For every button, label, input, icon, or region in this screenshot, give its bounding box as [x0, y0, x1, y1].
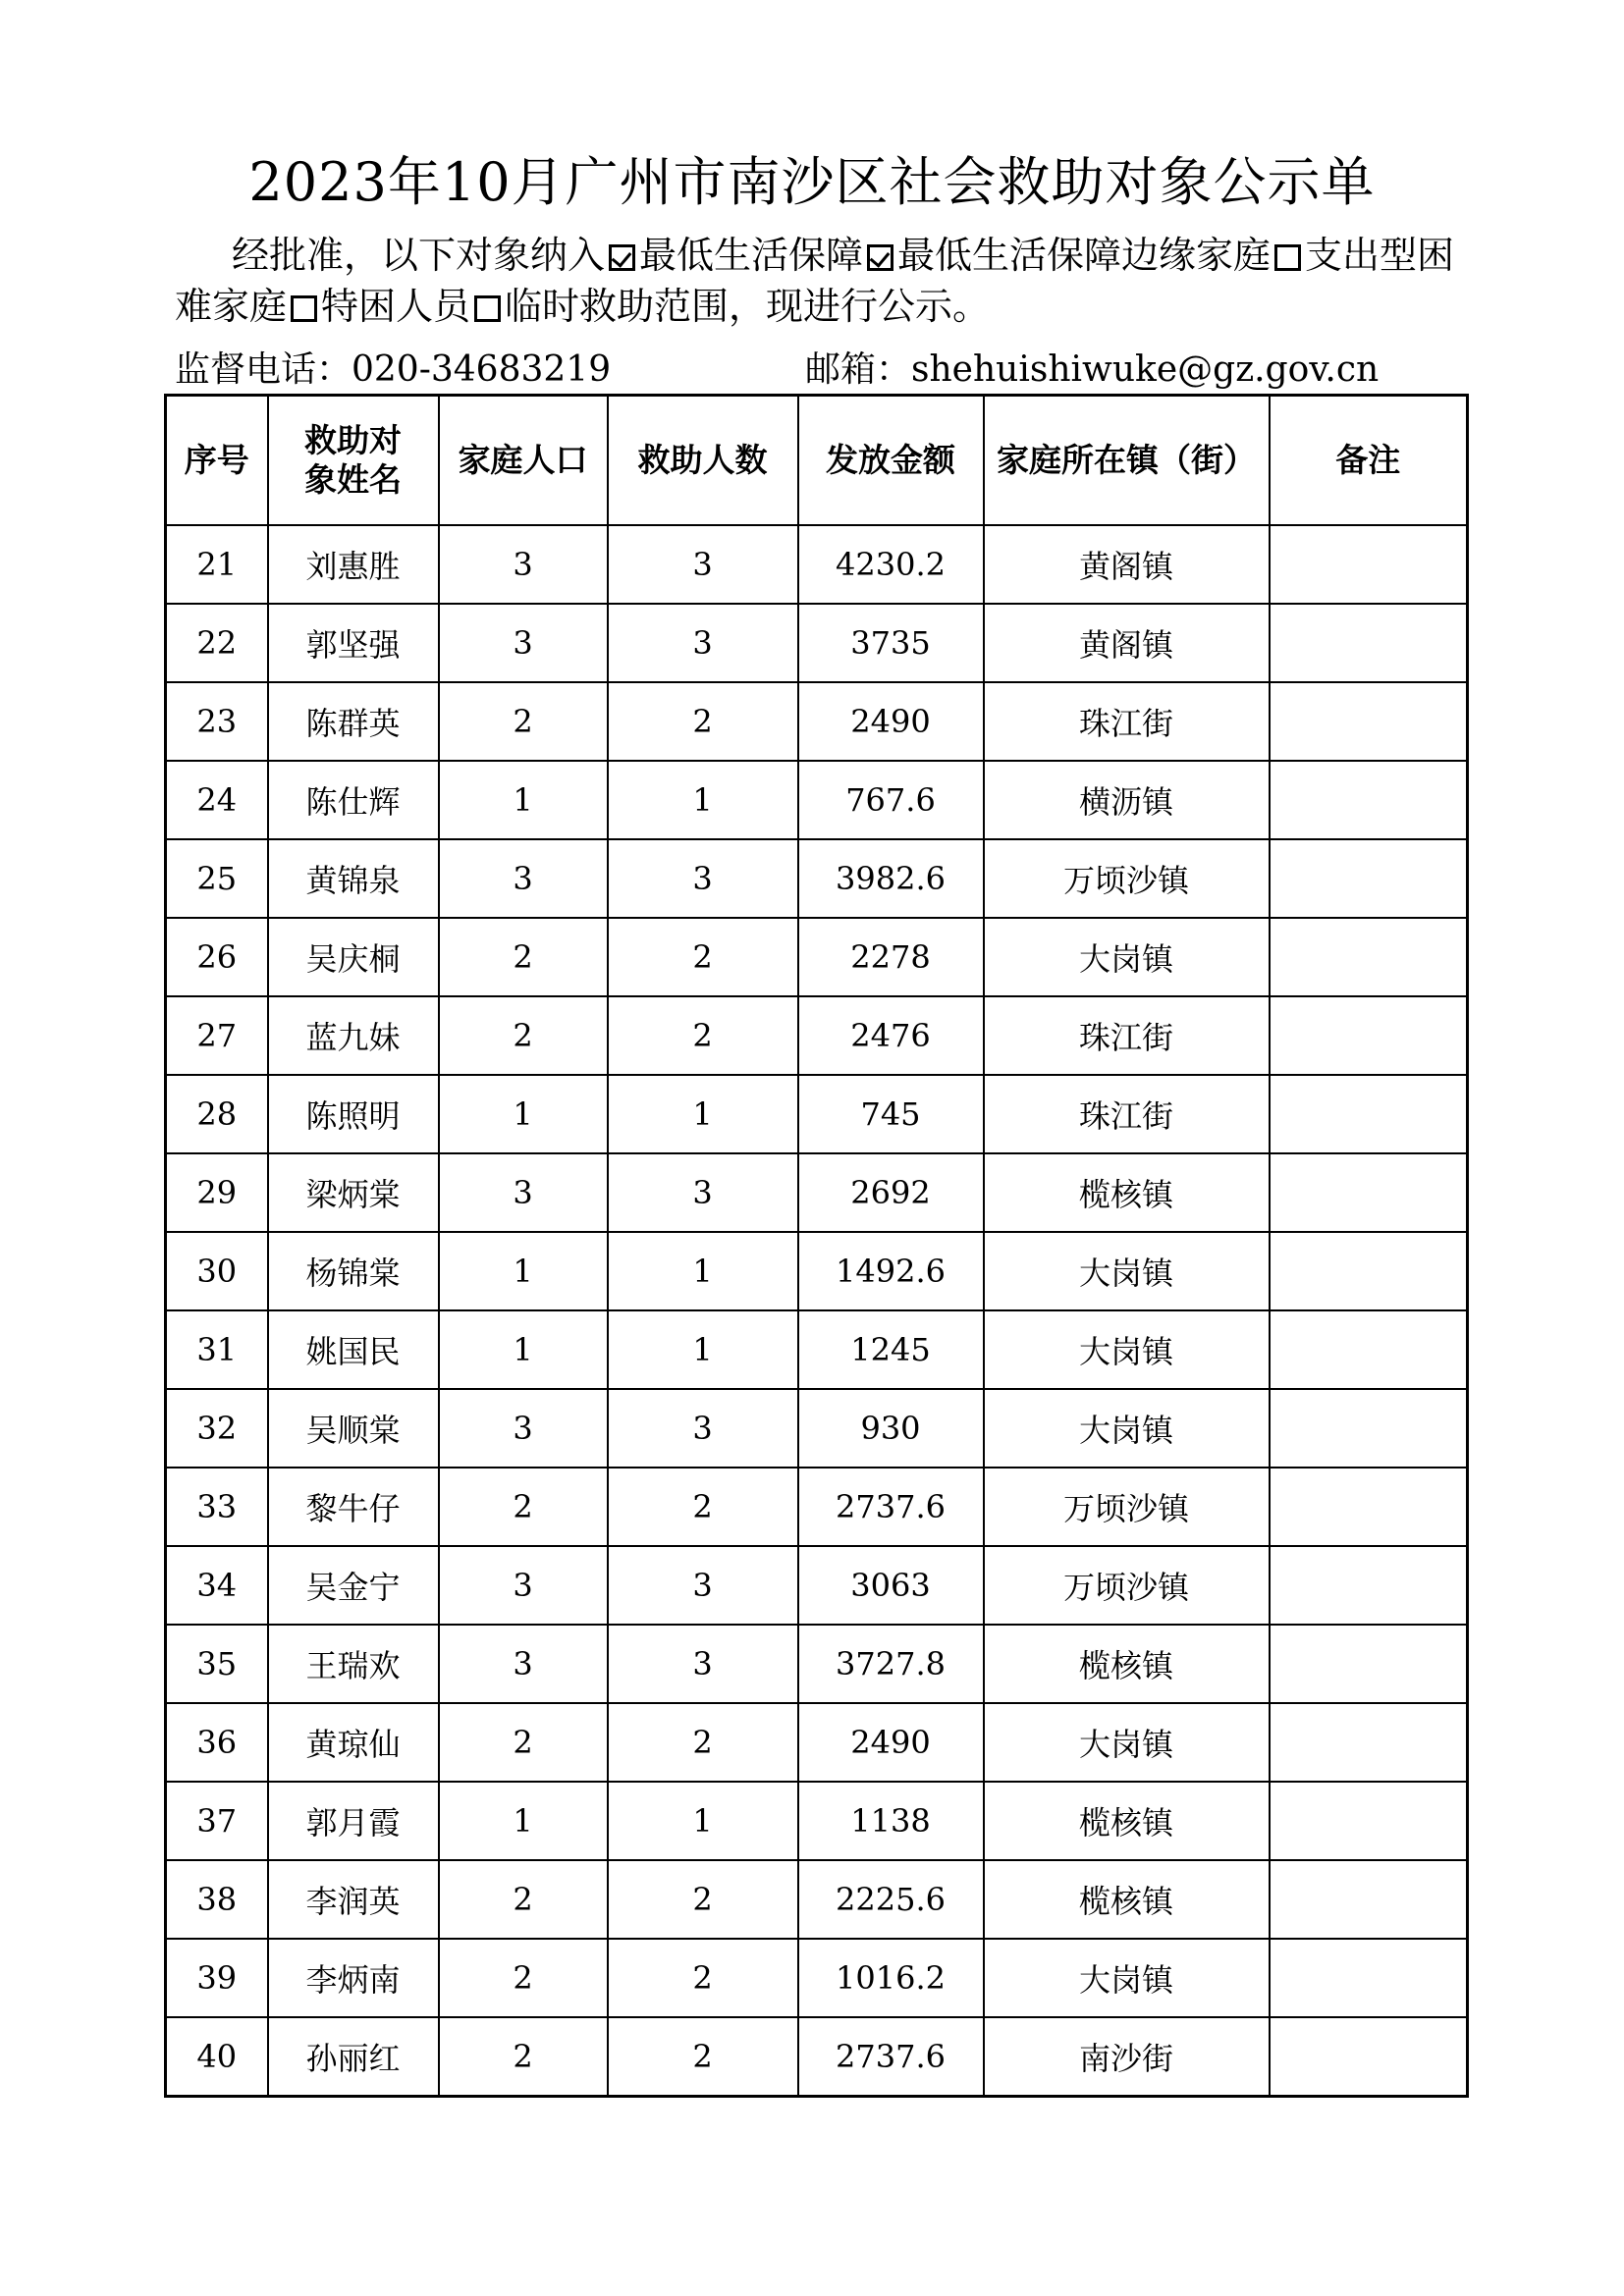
- cell-remarks: [1270, 1782, 1468, 1860]
- cell-town: 榄核镇: [984, 1625, 1270, 1703]
- intro-suffix: 范围，现进行公示。: [654, 285, 991, 328]
- table-row: [166, 996, 1468, 1075]
- table-row: [166, 918, 1468, 996]
- cell-name: 陈群英: [268, 682, 439, 761]
- contact-line: [175, 346, 1481, 395]
- cell-remarks: [1270, 1310, 1468, 1389]
- cell-name: 蓝九妹: [268, 996, 439, 1075]
- cell-amount: 745: [798, 1075, 984, 1153]
- table-row: [166, 1075, 1468, 1153]
- cell-remarks: [1270, 604, 1468, 682]
- cell-amount: 1016.2: [798, 1939, 984, 2017]
- checkbox-0-icon: [609, 244, 635, 271]
- cell-household-size: 2: [439, 996, 608, 1075]
- cell-remarks: [1270, 1546, 1468, 1625]
- table-row: [166, 1782, 1468, 1860]
- cell-household-size: 3: [439, 1153, 608, 1232]
- cell-amount: 2476: [798, 996, 984, 1075]
- cell-index: 31: [166, 1310, 268, 1389]
- cell-index: 23: [166, 682, 268, 761]
- table-row: [166, 2017, 1468, 2097]
- cell-index: 35: [166, 1625, 268, 1703]
- cell-amount: 2737.6: [798, 2017, 984, 2097]
- cell-name: 姚国民: [268, 1310, 439, 1389]
- cell-index: 25: [166, 839, 268, 918]
- cell-remarks: [1270, 1703, 1468, 1782]
- supervision-phone: 监督电话：020-34683219: [175, 349, 612, 390]
- cell-index: 38: [166, 1860, 268, 1939]
- cell-name: 黄锦泉: [268, 839, 439, 918]
- cell-aided-count: 2: [608, 1468, 798, 1546]
- header-index: 序号: [166, 396, 268, 526]
- cell-remarks: [1270, 918, 1468, 996]
- cell-town: 大岗镇: [984, 1310, 1270, 1389]
- cell-aided-count: 3: [608, 1546, 798, 1625]
- contact-email: 邮箱：shehuishiwuke@gz.gov.cn: [805, 349, 1380, 390]
- cell-amount: 2692: [798, 1153, 984, 1232]
- header-town: 家庭所在镇（街）: [984, 396, 1270, 526]
- checkbox-4-icon: [474, 295, 501, 322]
- cell-index: 39: [166, 1939, 268, 2017]
- cell-aided-count: 2: [608, 682, 798, 761]
- cell-aided-count: 3: [608, 1153, 798, 1232]
- option-label-4: 临时救助: [505, 285, 655, 328]
- header-aided-count: 救助人数: [608, 396, 798, 526]
- table-row: [166, 1232, 1468, 1310]
- table-row: [166, 604, 1468, 682]
- cell-remarks: [1270, 1860, 1468, 1939]
- table-row: [166, 1546, 1468, 1625]
- cell-name: 李炳南: [268, 1939, 439, 2017]
- checkbox-1-icon: [867, 244, 893, 271]
- table-row: [166, 1703, 1468, 1782]
- cell-remarks: [1270, 1153, 1468, 1232]
- cell-name: 黄琼仙: [268, 1703, 439, 1782]
- cell-index: 26: [166, 918, 268, 996]
- cell-amount: 767.6: [798, 761, 984, 839]
- cell-remarks: [1270, 525, 1468, 604]
- cell-household-size: 2: [439, 1939, 608, 2017]
- cell-aided-count: 1: [608, 1310, 798, 1389]
- cell-index: 34: [166, 1546, 268, 1625]
- table-row: [166, 839, 1468, 918]
- option-label-0: 最低生活保障: [639, 234, 864, 277]
- cell-aided-count: 3: [608, 1625, 798, 1703]
- cell-name: 吴庆桐: [268, 918, 439, 996]
- cell-remarks: [1270, 839, 1468, 918]
- cell-town: 横沥镇: [984, 761, 1270, 839]
- cell-name: 吴金宁: [268, 1546, 439, 1625]
- table-row: [166, 1468, 1468, 1546]
- cell-amount: 3727.8: [798, 1625, 984, 1703]
- cell-amount: 930: [798, 1389, 984, 1468]
- cell-town: 榄核镇: [984, 1153, 1270, 1232]
- cell-town: 南沙街: [984, 2017, 1270, 2097]
- cell-name: 王瑞欢: [268, 1625, 439, 1703]
- cell-index: 40: [166, 2017, 268, 2097]
- cell-amount: 2225.6: [798, 1860, 984, 1939]
- option-label-2: 支出型困难家庭: [175, 234, 1455, 328]
- page-title: 2023年10月广州市南沙区社会救助对象公示单: [248, 151, 1376, 213]
- cell-aided-count: 3: [608, 525, 798, 604]
- cell-aided-count: 1: [608, 761, 798, 839]
- cell-household-size: 1: [439, 1310, 608, 1389]
- cell-remarks: [1270, 1389, 1468, 1468]
- cell-remarks: [1270, 1939, 1468, 2017]
- cell-amount: 2737.6: [798, 1468, 984, 1546]
- cell-index: 33: [166, 1468, 268, 1546]
- table-row: [166, 1860, 1468, 1939]
- cell-household-size: 2: [439, 682, 608, 761]
- cell-index: 22: [166, 604, 268, 682]
- cell-town: 大岗镇: [984, 918, 1270, 996]
- cell-household-size: 2: [439, 2017, 608, 2097]
- cell-household-size: 1: [439, 1075, 608, 1153]
- cell-household-size: 3: [439, 525, 608, 604]
- table-row: [166, 525, 1468, 604]
- cell-aided-count: 2: [608, 918, 798, 996]
- cell-town: 珠江街: [984, 1075, 1270, 1153]
- cell-index: 21: [166, 525, 268, 604]
- cell-amount: 1492.6: [798, 1232, 984, 1310]
- cell-household-size: 3: [439, 1625, 608, 1703]
- cell-name: 陈照明: [268, 1075, 439, 1153]
- cell-aided-count: 3: [608, 604, 798, 682]
- cell-aided-count: 1: [608, 1782, 798, 1860]
- header-household-size: 家庭人口: [439, 396, 608, 526]
- cell-name: 杨锦棠: [268, 1232, 439, 1310]
- table-row: [166, 1625, 1468, 1703]
- table-row: [166, 682, 1468, 761]
- cell-remarks: [1270, 761, 1468, 839]
- cell-index: 37: [166, 1782, 268, 1860]
- cell-aided-count: 2: [608, 996, 798, 1075]
- header-name: [268, 396, 439, 526]
- cell-aided-count: 3: [608, 839, 798, 918]
- checkbox-2-icon: [1274, 244, 1301, 271]
- cell-aided-count: 2: [608, 1703, 798, 1782]
- recipients-table: [164, 394, 1469, 2098]
- cell-name: 陈仕辉: [268, 761, 439, 839]
- cell-aided-count: 2: [608, 1860, 798, 1939]
- cell-town: 黄阁镇: [984, 604, 1270, 682]
- cell-aided-count: 2: [608, 2017, 798, 2097]
- cell-index: 29: [166, 1153, 268, 1232]
- cell-household-size: 2: [439, 1703, 608, 1782]
- checkbox-3-icon: [291, 295, 317, 322]
- cell-index: 30: [166, 1232, 268, 1310]
- cell-name: 刘惠胜: [268, 525, 439, 604]
- intro-paragraph: [175, 230, 1481, 332]
- cell-household-size: 3: [439, 839, 608, 918]
- header-amount: 发放金额: [798, 396, 984, 526]
- cell-town: 大岗镇: [984, 1939, 1270, 2017]
- cell-index: 27: [166, 996, 268, 1075]
- cell-town: 大岗镇: [984, 1389, 1270, 1468]
- cell-amount: 2490: [798, 682, 984, 761]
- cell-remarks: [1270, 1468, 1468, 1546]
- table-row: [166, 1310, 1468, 1389]
- table-row: [166, 1389, 1468, 1468]
- cell-town: 万顷沙镇: [984, 1468, 1270, 1546]
- cell-town: 大岗镇: [984, 1232, 1270, 1310]
- cell-amount: 1138: [798, 1782, 984, 1860]
- cell-household-size: 1: [439, 1782, 608, 1860]
- cell-household-size: 1: [439, 1232, 608, 1310]
- cell-name: 郭坚强: [268, 604, 439, 682]
- cell-town: 万顷沙镇: [984, 839, 1270, 918]
- cell-remarks: [1270, 996, 1468, 1075]
- cell-name: 李润英: [268, 1860, 439, 1939]
- cell-name: 梁炳棠: [268, 1153, 439, 1232]
- cell-town: 榄核镇: [984, 1860, 1270, 1939]
- cell-amount: 2278: [798, 918, 984, 996]
- cell-amount: 3982.6: [798, 839, 984, 918]
- cell-aided-count: 1: [608, 1232, 798, 1310]
- cell-index: 36: [166, 1703, 268, 1782]
- cell-town: 榄核镇: [984, 1782, 1270, 1860]
- cell-name: 黎牛仔: [268, 1468, 439, 1546]
- header-name-text: 救助对象姓名: [304, 421, 402, 499]
- cell-aided-count: 2: [608, 1939, 798, 2017]
- header-remarks: 备注: [1270, 396, 1468, 526]
- table-row: [166, 1939, 1468, 2017]
- cell-remarks: [1270, 1232, 1468, 1310]
- cell-aided-count: 1: [608, 1075, 798, 1153]
- cell-amount: 2490: [798, 1703, 984, 1782]
- cell-amount: 4230.2: [798, 525, 984, 604]
- cell-amount: 3735: [798, 604, 984, 682]
- cell-household-size: 2: [439, 918, 608, 996]
- cell-town: 珠江街: [984, 996, 1270, 1075]
- cell-remarks: [1270, 682, 1468, 761]
- cell-household-size: 3: [439, 604, 608, 682]
- cell-remarks: [1270, 1075, 1468, 1153]
- cell-household-size: 3: [439, 1389, 608, 1468]
- cell-index: 32: [166, 1389, 268, 1468]
- cell-amount: 3063: [798, 1546, 984, 1625]
- cell-household-size: 1: [439, 761, 608, 839]
- table-body: [166, 525, 1468, 2097]
- table-row: [166, 1153, 1468, 1232]
- cell-index: 24: [166, 761, 268, 839]
- cell-town: 万顷沙镇: [984, 1546, 1270, 1625]
- cell-name: 吴顺棠: [268, 1389, 439, 1468]
- cell-household-size: 2: [439, 1860, 608, 1939]
- cell-town: 黄阁镇: [984, 525, 1270, 604]
- table-row: [166, 761, 1468, 839]
- cell-household-size: 2: [439, 1468, 608, 1546]
- cell-town: 大岗镇: [984, 1703, 1270, 1782]
- table-header-row: [166, 396, 1468, 526]
- intro-prefix: 经批准，以下对象纳入: [232, 234, 606, 277]
- option-label-3: 特困人员: [321, 285, 471, 328]
- cell-name: 郭月霞: [268, 1782, 439, 1860]
- cell-index: 28: [166, 1075, 268, 1153]
- cell-town: 珠江街: [984, 682, 1270, 761]
- cell-amount: 1245: [798, 1310, 984, 1389]
- cell-aided-count: 3: [608, 1389, 798, 1468]
- cell-household-size: 3: [439, 1546, 608, 1625]
- cell-name: 孙丽红: [268, 2017, 439, 2097]
- cell-remarks: [1270, 2017, 1468, 2097]
- option-label-1: 最低生活保障边缘家庭: [897, 234, 1272, 277]
- cell-remarks: [1270, 1625, 1468, 1703]
